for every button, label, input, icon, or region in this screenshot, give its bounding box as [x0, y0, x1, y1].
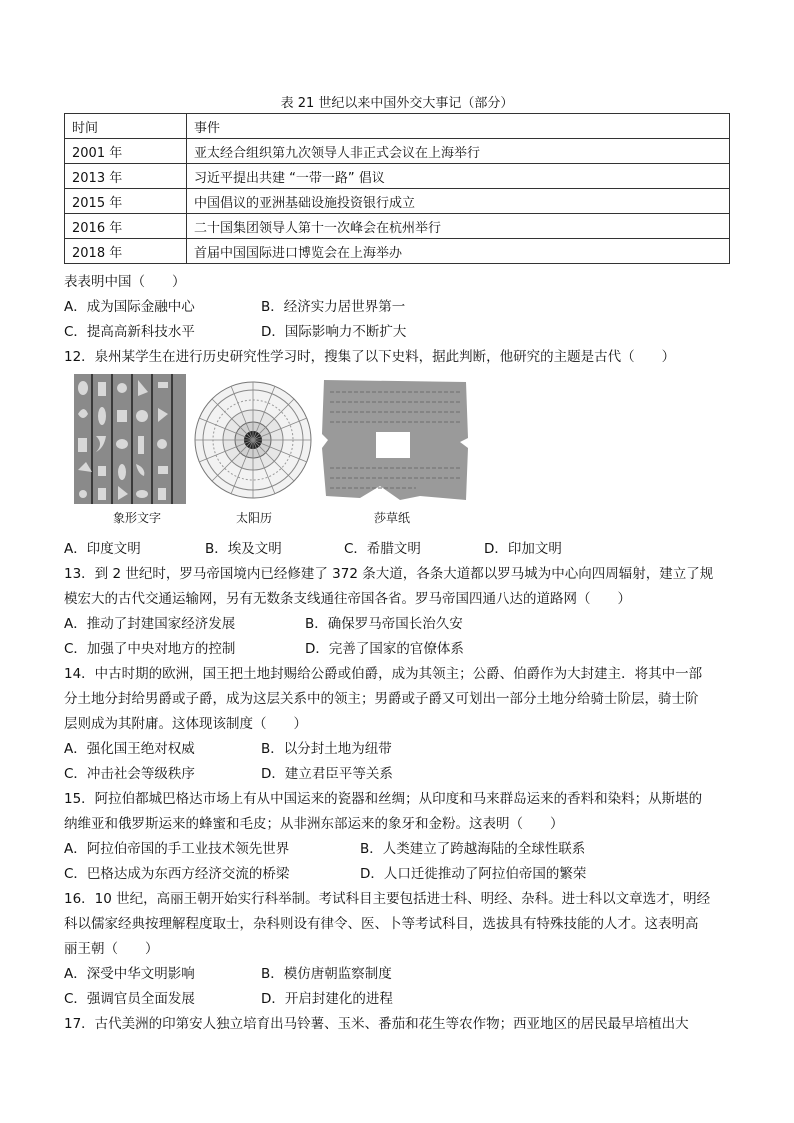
q11-option-d: D．国际影响力不断扩大 — [261, 324, 407, 340]
q11-option-b: B．经济实力居世界第一 — [261, 299, 406, 315]
hieroglyph-image — [74, 374, 186, 504]
q16-line-3: 丽王朝（ ） — [64, 941, 159, 957]
q11-option-c: C．提高高新科技水平 — [64, 324, 195, 340]
table-row — [65, 139, 730, 164]
q12-option-a: A．印度文明 — [64, 541, 141, 557]
q15-option-c: C．巴格达成为东西方经济交流的桥梁 — [64, 866, 290, 882]
table-row — [65, 164, 730, 189]
q14-option-b: B．以分封土地为纽带 — [261, 741, 392, 757]
table-cell-event: 二十国集团领导人第十一次峰会在杭州举行 — [187, 214, 730, 239]
q16-line-2: 科以儒家经典按理解程度取士，杂科则设有律令、医、卜等考试科目，选拔具有特殊技能的人才。这表明高 — [64, 916, 699, 932]
table-cell-event: 习近平提出共建 “一带一路” 倡议 — [187, 164, 730, 189]
table-row — [65, 239, 730, 264]
q14-option-d: D．建立君臣平等关系 — [261, 766, 393, 782]
q15-option-a: A．阿拉伯帝国的手工业技术领先世界 — [64, 841, 290, 857]
q12-option-d: D．印加文明 — [484, 541, 562, 557]
table-cell-year: 2015 年 — [65, 189, 187, 214]
table-cell-year: 2013 年 — [65, 164, 187, 189]
fig1-caption: 象形文字 — [113, 511, 162, 525]
q13-option-b: B．确保罗马帝国长治久安 — [305, 616, 463, 632]
table-cell-event: 亚太经合组织第九次领导人非正式会议在上海举行 — [187, 139, 730, 164]
q11-stem: 表表明中国（ ） — [64, 274, 186, 290]
sun-calendar-image — [192, 374, 314, 504]
q16-option-d: D．开启封建化的进程 — [261, 991, 393, 1007]
q12-option-c: C．希腊文明 — [344, 541, 421, 557]
q12-stem: 12．泉州某学生在进行历史研究性学习时，搜集了以下史料，据此判断，他研究的主题是古代（ ） — [64, 349, 676, 365]
q15-line-1: 15．阿拉伯都城巴格达市场上有从中国运来的瓷器和丝绸；从印度和马来群岛运来的香料和染料；从斯堪的 — [64, 791, 703, 807]
q12-option-b: B．埃及文明 — [205, 541, 282, 557]
q13-option-a: A．推动了封建国家经济发展 — [64, 616, 236, 632]
q15-option-d: D．人口迁徙推动了阿拉伯帝国的繁荣 — [360, 866, 587, 882]
table-header-cell: 时间 — [65, 114, 187, 139]
q11-option-a: A．成为国际金融中心 — [64, 299, 195, 315]
q14-option-a: A．强化国王绝对权威 — [64, 741, 195, 757]
q13-line-1: 13．到 2 世纪时，罗马帝国境内已经修建了 372 条大道，各条大道都以罗马城为中心向四周辐射，建立了规 — [64, 566, 714, 582]
events-table — [64, 113, 730, 264]
table-cell-year: 2016 年 — [65, 214, 187, 239]
q16-line-1: 16．10 世纪，高丽王朝开始实行科举制。考试科目主要包括进士科、明经、杂科。进士科以文章选才，明经 — [64, 891, 711, 907]
q15-line-2: 纳维亚和俄罗斯运来的蜂蜜和毛皮；从非洲东部运来的象牙和金粉。这表明（ ） — [64, 816, 564, 832]
table-cell-year: 2001 年 — [65, 139, 187, 164]
table-row — [65, 189, 730, 214]
table-header-row — [65, 114, 730, 139]
table-cell-year: 2018 年 — [65, 239, 187, 264]
table-caption: 表 21 世纪以来中国外交大事记（部分） — [280, 96, 514, 111]
fig2-caption: 太阳历 — [236, 511, 273, 525]
q16-option-a: A．深受中华文明影响 — [64, 966, 195, 982]
q13-option-c: C．加强了中央对地方的控制 — [64, 641, 236, 657]
q16-option-b: B．模仿唐朝监察制度 — [261, 966, 392, 982]
q17-line-1: 17．古代美洲的印第安人独立培育出马铃薯、玉米、番茄和花生等农作物；西亚地区的居民最早培植出大 — [64, 1016, 689, 1032]
papyrus-image — [320, 378, 470, 502]
q14-line-1: 14．中古时期的欧洲，国王把土地封赐给公爵或伯爵，成为其领主；公爵、伯爵作为大封建主．将其中一部 — [64, 666, 703, 682]
q13-option-d: D．完善了国家的官僚体系 — [305, 641, 464, 657]
q15-option-b: B．人类建立了跨越海陆的全球性联系 — [360, 841, 586, 857]
table-header-cell: 事件 — [187, 114, 730, 139]
q16-option-c: C．强调官员全面发展 — [64, 991, 195, 1007]
table-row — [65, 214, 730, 239]
fig3-caption: 莎草纸 — [374, 511, 411, 525]
q14-line-2: 分土地分封给男爵或子爵，成为这层关系中的领主；男爵或子爵又可划出一部分土地分给骑士阶层，骑士阶 — [64, 691, 699, 707]
q14-line-3: 层则成为其附庸。这体现该制度（ ） — [64, 716, 307, 732]
q13-line-2: 模宏大的古代交通运输网，另有无数条支线通往帝国各省。罗马帝国四通八达的道路网（ ） — [64, 591, 631, 607]
q14-option-c: C．冲击社会等级秩序 — [64, 766, 195, 782]
table-cell-event: 中国倡议的亚洲基础设施投资银行成立 — [187, 189, 730, 214]
table-cell-event: 首届中国国际进口博览会在上海举办 — [187, 239, 730, 264]
